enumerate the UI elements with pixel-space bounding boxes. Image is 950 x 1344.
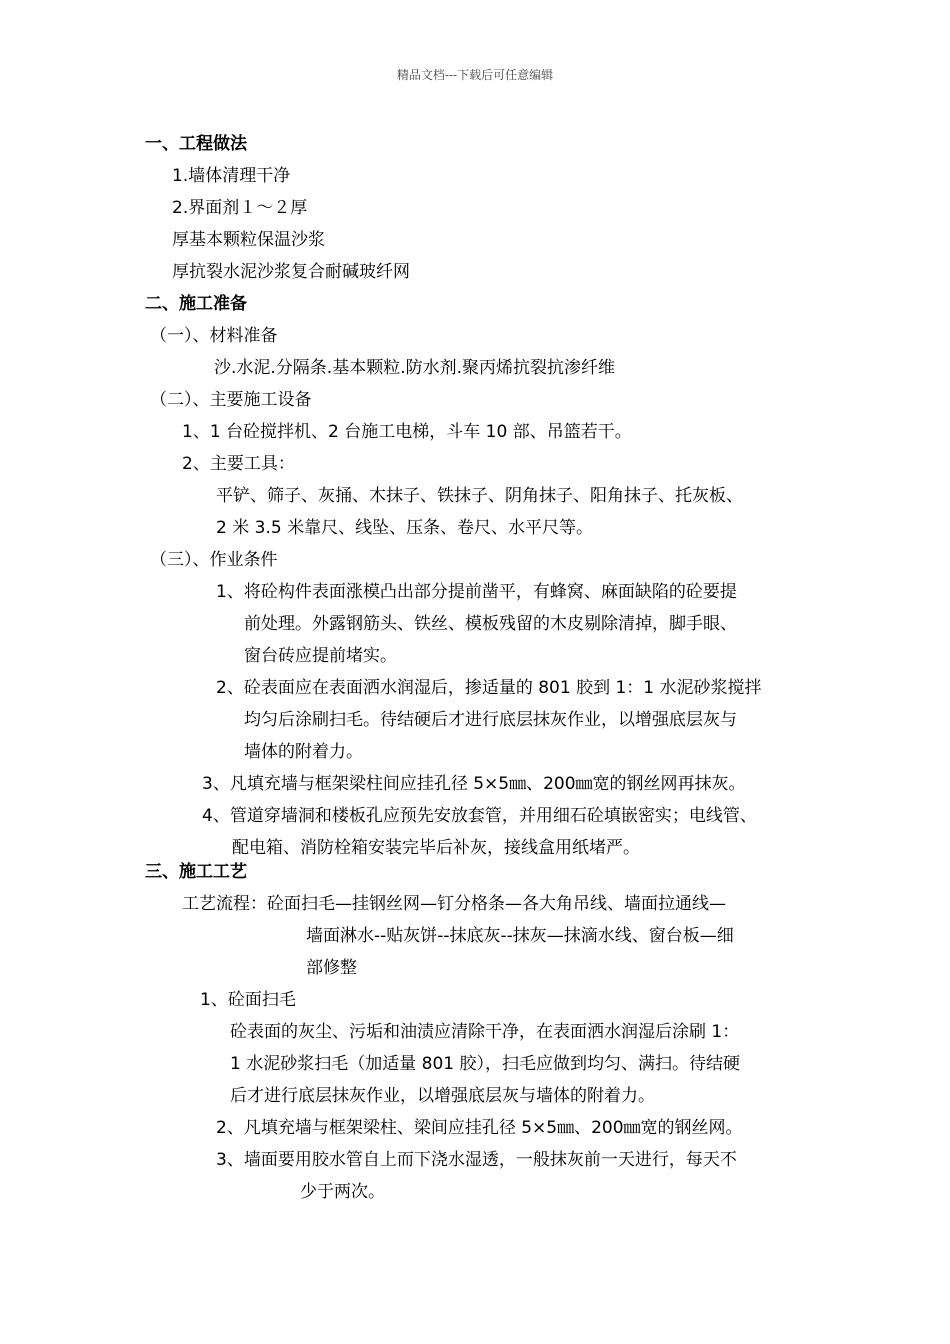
text-line: 均匀后涂刷扫毛。待结硬后才进行底层抹灰作业，以增强底层灰与 (244, 710, 737, 730)
text-line: 沙.水泥.分隔条.基本颗粒.防水剂.聚丙烯抗裂抗渗纤维 (214, 358, 616, 378)
subsection-heading: （二）、主要施工设备 (150, 390, 312, 410)
text-line: 平铲、筛子、灰捅、木抹子、铁抹子、阴角抹子、阳角抹子、托灰板、 (216, 486, 743, 506)
text-line: 前处理。外露钢筋头、铁丝、模板残留的木皮剔除清掉，脚手眼、 (244, 614, 737, 634)
text-line: 3、凡填充墙与框架梁柱间应挂孔径 5×5㎜、200㎜宽的钢丝网再抹灰。 (202, 774, 746, 794)
text-line: 工艺流程：砼面扫毛—挂钢丝网—钉分格条—各大角吊线、墙面拉通线— (182, 894, 726, 914)
text-line: 1、将砼构件表面涨模凸出部分提前凿平，有蜂窝、麻面缺陷的砼要提 (216, 582, 737, 602)
text-line: 1 水泥砂浆扫毛（加适量 801 胶），扫毛应做到均匀、满扫。待结硬 (230, 1054, 740, 1074)
section-heading: 三、施工工艺 (145, 862, 247, 882)
text-line: 砼表面的灰尘、污垢和油渍应清除干净，在表面洒水润湿后涂刷 1： (230, 1022, 740, 1042)
text-line: 2.界面剂１～２厚 (172, 198, 308, 218)
text-line: 墙体的附着力。 (244, 742, 363, 762)
page-header: 精品文档---下载后可任意编辑 (396, 68, 554, 82)
subsection-heading: （一）、材料准备 (150, 326, 278, 346)
text-line: 少于两次。 (300, 1182, 385, 1202)
text-line: 1、砼面扫毛 (200, 990, 296, 1010)
text-line: 1、1 台砼搅拌机、2 台施工电梯，斗车 10 部、吊篮若干。 (182, 422, 632, 442)
section-heading: 一、工程做法 (145, 134, 247, 154)
text-line: 后才进行底层抹灰作业，以增强底层灰与墙体的附着力。 (230, 1086, 655, 1106)
text-line: 3、墙面要用胶水管自上而下浇水湿透，一般抹灰前一天进行，每天不 (216, 1150, 737, 1170)
text-line: 厚抗裂水泥沙浆复合耐碱玻纤网 (172, 262, 410, 282)
text-line: 厚基本颗粒保温沙浆 (172, 230, 325, 250)
text-line: 2、主要工具： (182, 454, 295, 474)
text-line: 墙面淋水--贴灰饼--抹底灰--抹灰—抹滴水线、窗台板—细 (306, 926, 734, 946)
text-line: 部修整 (306, 958, 357, 978)
text-line: 2、凡填充墙与框架梁柱、梁间应挂孔径 5×5㎜、200㎜宽的钢丝网。 (216, 1118, 743, 1138)
text-line: 2、砼表面应在表面洒水润湿后，掺适量的 801 胶到 1：1 水泥砂浆搅拌 (216, 678, 762, 698)
text-line: 4、管道穿墙洞和楼板孔应预先安放套管，并用细石砼填嵌密实；电线管、 (202, 806, 757, 826)
text-line: 1.墙体清理干净 (172, 166, 291, 186)
section-heading: 二、施工准备 (145, 294, 247, 314)
text-line: 窗台砖应提前堵实。 (244, 646, 397, 666)
text-line: 配电箱、消防栓箱安装完毕后补灰，接线盒用纸堵严。 (232, 838, 640, 858)
subsection-heading: （三）、作业条件 (150, 550, 278, 570)
text-line: 2 米 3.5 米靠尺、线坠、压条、卷尺、水平尺等。 (216, 518, 594, 538)
